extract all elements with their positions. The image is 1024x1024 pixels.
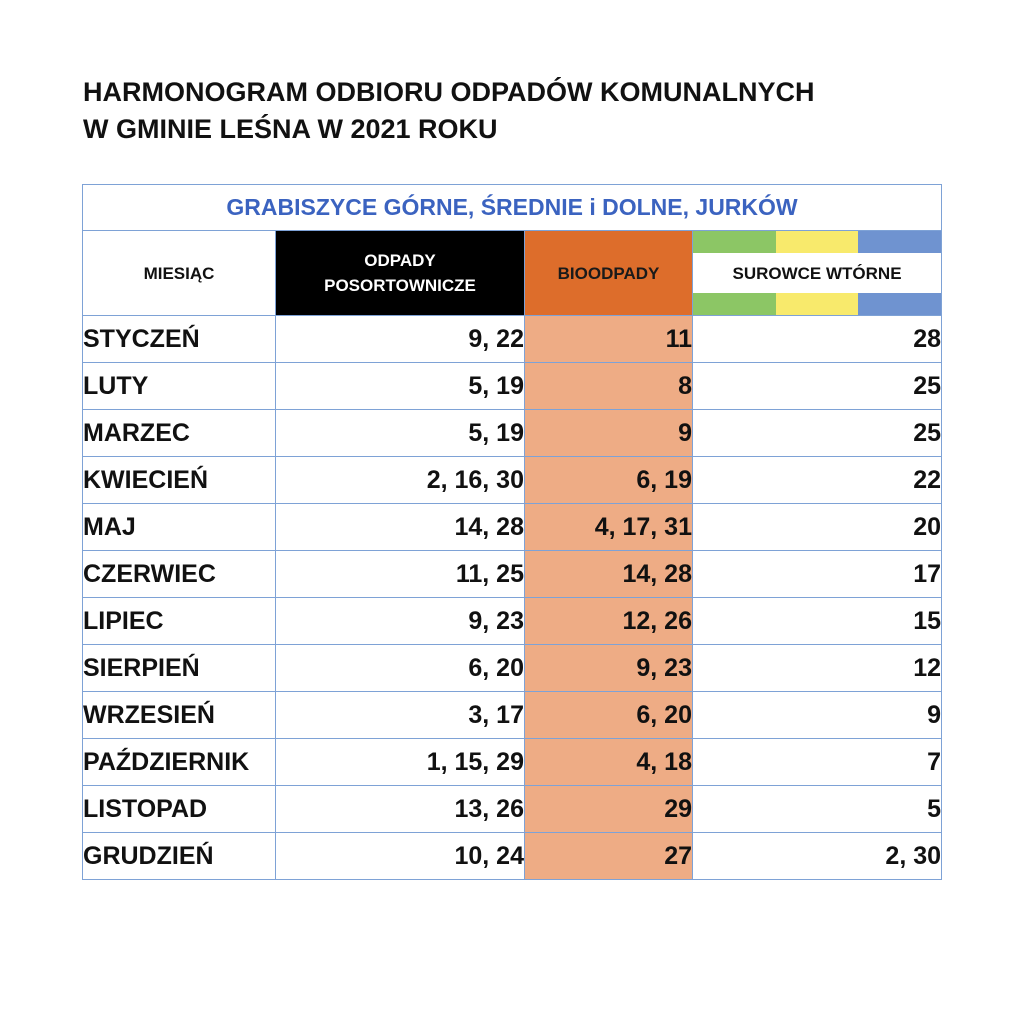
month-cell: WRZESIEŃ [83, 692, 276, 739]
header-surowce [693, 231, 942, 316]
schedule-table [82, 184, 942, 880]
odpady-cell: 6, 20 [276, 645, 525, 692]
surowce-cell: 28 [693, 316, 942, 363]
month-cell: CZERWIEC [83, 551, 276, 598]
bio-cell: 12, 26 [525, 598, 693, 645]
title-line-1: HARMONOGRAM ODBIORU ODPADÓW KOMUNALNYCH [83, 77, 815, 107]
header-bioodpady: BIOODPADY [525, 231, 693, 316]
month-cell: GRUDZIEŃ [83, 833, 276, 880]
bio-cell: 4, 17, 31 [525, 504, 693, 551]
odpady-cell: 10, 24 [276, 833, 525, 880]
odpady-cell: 2, 16, 30 [276, 457, 525, 504]
bio-cell: 27 [525, 833, 693, 880]
bio-cell: 8 [525, 363, 693, 410]
month-cell: MAJ [83, 504, 276, 551]
odpady-cell: 1, 15, 29 [276, 739, 525, 786]
odpady-cell: 5, 19 [276, 410, 525, 457]
blue-stripe [858, 293, 941, 315]
header-odpady [276, 231, 525, 316]
surowce-cell: 25 [693, 410, 942, 457]
odpady-cell: 5, 19 [276, 363, 525, 410]
surowce-cell: 17 [693, 551, 942, 598]
table-row [83, 504, 942, 551]
surowce-cell: 9 [693, 692, 942, 739]
surowce-cell: 20 [693, 504, 942, 551]
surowce-cell: 25 [693, 363, 942, 410]
surowce-cell: 2, 30 [693, 833, 942, 880]
surowce-cell: 15 [693, 598, 942, 645]
table-row [83, 645, 942, 692]
month-cell: STYCZEŃ [83, 316, 276, 363]
yellow-stripe [776, 231, 859, 253]
green-stripe [693, 231, 776, 253]
table-row [83, 457, 942, 504]
month-cell: SIERPIEŃ [83, 645, 276, 692]
surowce-cell: 5 [693, 786, 942, 833]
bio-cell: 6, 19 [525, 457, 693, 504]
table-row [83, 363, 942, 410]
odpady-cell: 11, 25 [276, 551, 525, 598]
color-stripes-top [693, 231, 941, 253]
header-odpady-line-1: ODPADY [364, 251, 436, 270]
bio-cell: 29 [525, 786, 693, 833]
page-title [83, 74, 963, 148]
title-line-2: W GMINIE LEŚNA W 2021 ROKU [83, 114, 498, 144]
month-cell: PAŹDZIERNIK [83, 739, 276, 786]
odpady-cell: 13, 26 [276, 786, 525, 833]
bio-cell: 9, 23 [525, 645, 693, 692]
table-body [83, 316, 942, 880]
month-cell: LUTY [83, 363, 276, 410]
table-row [83, 598, 942, 645]
blue-stripe [858, 231, 941, 253]
odpady-cell: 3, 17 [276, 692, 525, 739]
table-subtitle: GRABISZYCE GÓRNE, ŚREDNIE i DOLNE, JURKÓW [83, 185, 942, 231]
green-stripe [693, 293, 776, 315]
header-odpady-line-2: POSORTOWNICZE [324, 276, 476, 295]
table-row [83, 692, 942, 739]
table-row [83, 410, 942, 457]
table-row [83, 833, 942, 880]
table-row [83, 551, 942, 598]
table-row [83, 786, 942, 833]
odpady-cell: 9, 23 [276, 598, 525, 645]
month-cell: LIPIEC [83, 598, 276, 645]
bio-cell: 14, 28 [525, 551, 693, 598]
month-cell: KWIECIEŃ [83, 457, 276, 504]
month-cell: MARZEC [83, 410, 276, 457]
table-row [83, 739, 942, 786]
month-cell: LISTOPAD [83, 786, 276, 833]
odpady-cell: 9, 22 [276, 316, 525, 363]
header-month: MIESIĄC [83, 231, 276, 316]
surowce-cell: 22 [693, 457, 942, 504]
odpady-cell: 14, 28 [276, 504, 525, 551]
table-row [83, 316, 942, 363]
color-stripes-bottom [693, 293, 941, 315]
bio-cell: 11 [525, 316, 693, 363]
surowce-cell: 12 [693, 645, 942, 692]
yellow-stripe [776, 293, 859, 315]
surowce-cell: 7 [693, 739, 942, 786]
bio-cell: 6, 20 [525, 692, 693, 739]
bio-cell: 9 [525, 410, 693, 457]
bio-cell: 4, 18 [525, 739, 693, 786]
header-surowce-label: SUROWCE WTÓRNE [732, 263, 902, 283]
